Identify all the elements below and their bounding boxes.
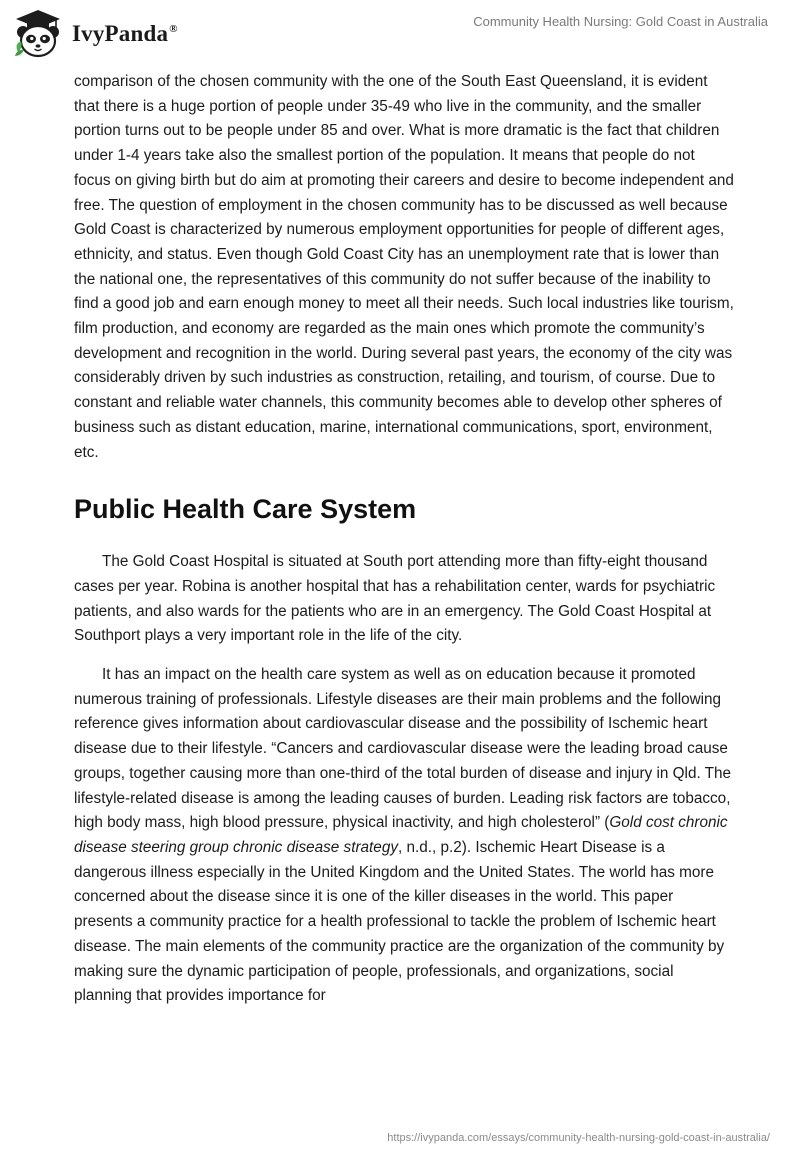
body-paragraph-2: The Gold Coast Hospital is situated at South port attending more than fifty-eight thousand cases per year. Robina is another hospital that has a rehabilitation center, wards for psychiatric patients, and also wards for the patients who are in an emergency. The Gold Coast Hospital at Southport plays a very important role in the life of the city. [74,553,716,645]
body-paragraph-1: comparison of the chosen community with the one of the South East Queensland, it is evident that there is a huge portion of people under 35-49 who live in the community, and the smaller portion turns out to be people under 85 and over. What is more dramatic is the fact that children under 1-4 years take also the smallest portion of the population. It means that people do not focus on giving birth but do aim at promoting their careers and desire to become independent and free. The question of employment in the chosen community has to be discussed as well because Gold Coast is characterized by numerous employment opportunities for people of different ages, ethnicity, and status. Even though Gold Coast City has an unemployment rate that is lower than the national one, the representatives of this community do not suffer because of the inability to find a good job and earn enough money to meet all their needs. Such local industries like tourism, film production, and economy are regarded as the main ones which promote the community’s development and recognition in the world. During several past years, the economy of the city was considerably driven by such industries as construction, retailing, and tourism, of course. Due to constant and reliable water channels, this community becomes able to develop other spheres of business such as distant education, marine, international communications, sport, environment, etc. [74,73,734,461]
source-url[interactable]: https://ivypanda.com/essays/community-health-nursing-gold-coast-in-australia/ [387,1132,770,1144]
paragraph-3-text-start: It has an impact on the health care system as well as on education because it promoted numerous training of professionals. Lifestyle diseases are their main problems and the following reference gives information about cardiovascular disease and the possibility of Ischemic heart disease due to their lifestyle. “Cancers and cardiovascular disease were the leading broad cause groups, together causing more than one-third of the total burden of disease and injury in Qld. The lifestyle-related disease is among the leading causes of burden. Leading risk factors are tobacco, high body mass, high blood pressure, physical inactivity, and high cholesterol” ( [74,666,732,832]
section-heading: Public Health Care System [74,494,417,525]
panda-graduate-icon [12,8,64,60]
body-paragraph-3 [74,663,734,1009]
essay-content [74,70,734,1009]
brand-name: IvyPanda® [72,21,178,46]
document-title: Community Health Nursing: Gold Coast in Australia [473,14,768,29]
brand-logo[interactable] [12,8,178,60]
citation-title: Gold cost chronic disease steering group chronic disease strategy [74,814,728,856]
page-header [0,0,800,72]
paragraph-3-text-end: , n.d., p.2). Ischemic Heart Disease is a dangerous illness especially in the United Kingdom and the United States. The world has more concerned about the disease since it is one of the killer diseases in the world. This paper presents a community practice for a health professional to tackle the problem of Ischemic heart disease. The main elements of the community practice are the organization of the community by making sure the dynamic participation of people, professionals, and organizations, social planning that provides importance for [74,838,725,1005]
